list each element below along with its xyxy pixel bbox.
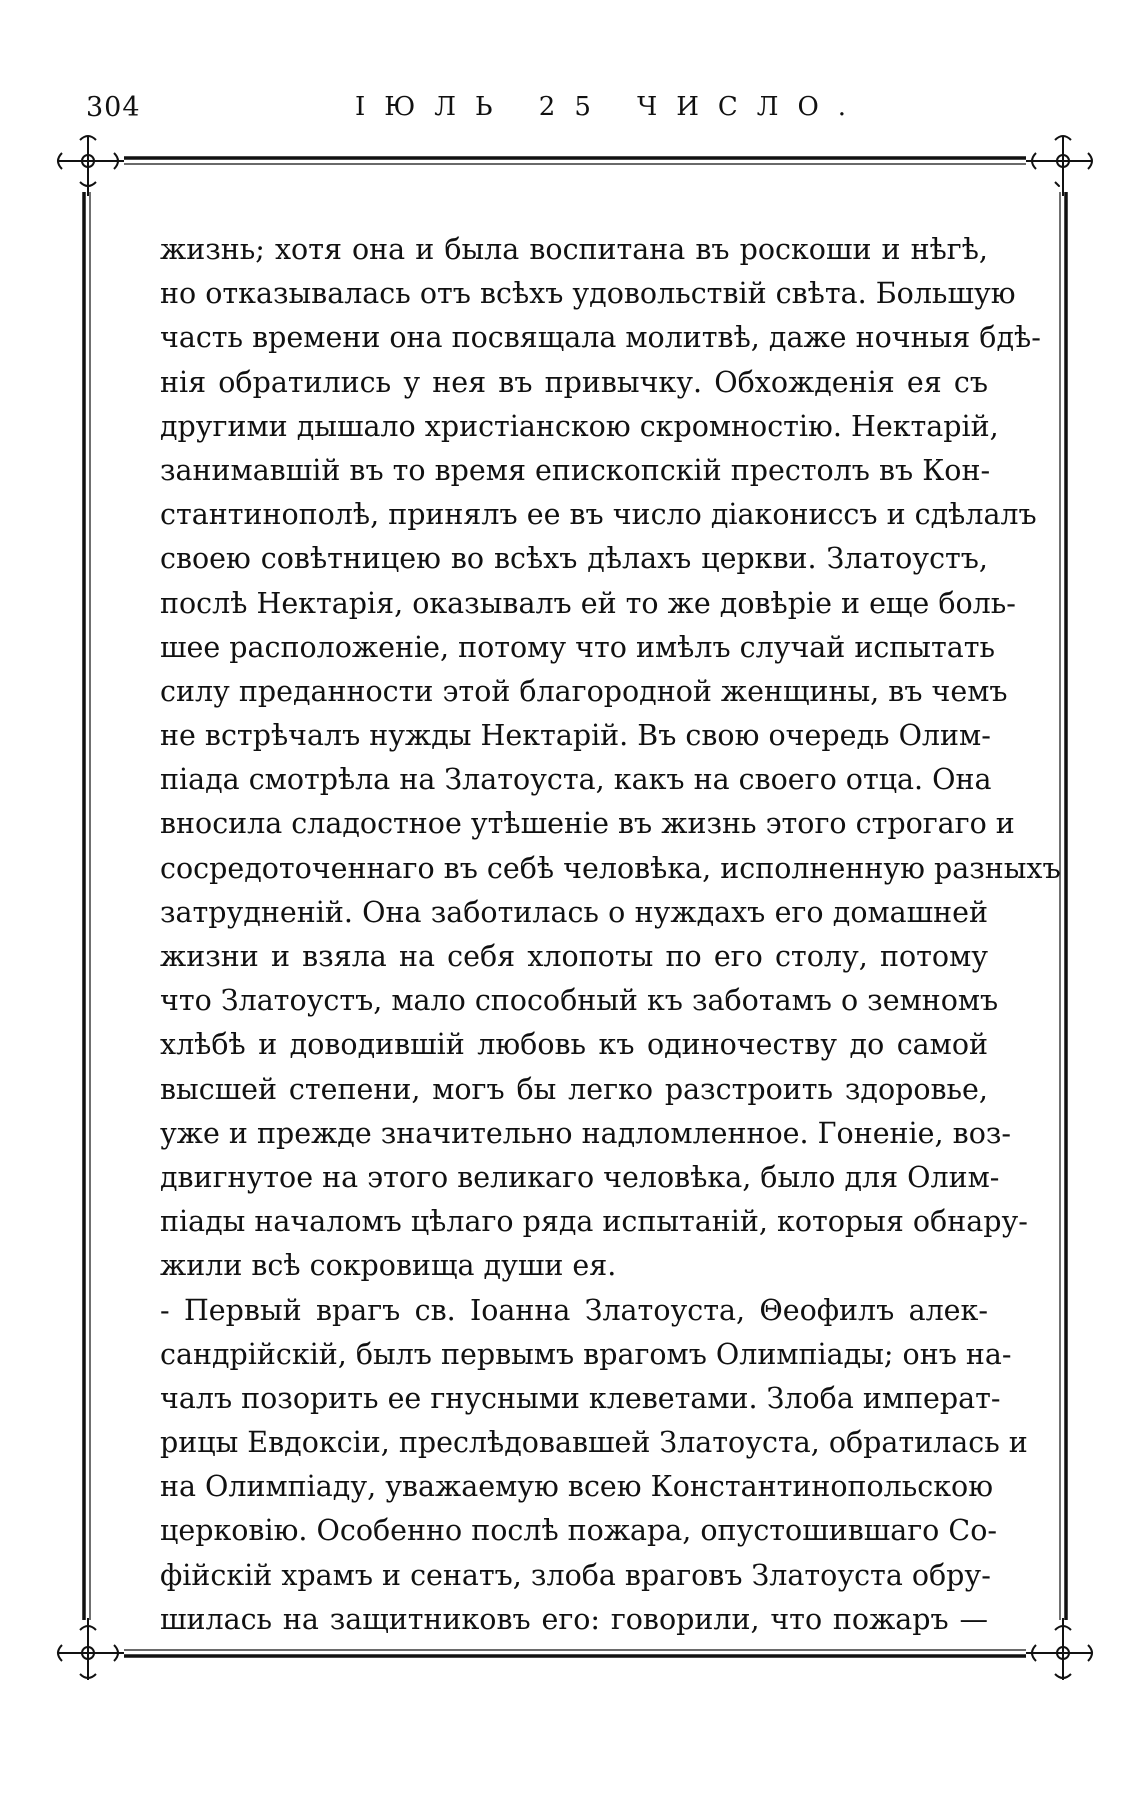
text-line: нія обратились у нея въ привычку. Обхожденія ея съ xyxy=(160,365,988,399)
corner-ornament-bottom-right xyxy=(1026,1618,1092,1680)
text-line: затрудненій. Она заботилась о нуждахъ его домашней xyxy=(160,895,988,929)
text-line: на Олимпіаду, уважаемую всею Константинопольскою xyxy=(160,1470,994,1504)
corner-ornament-bottom-left xyxy=(58,1618,124,1680)
text-line: фійскій храмъ и сенатъ, злоба враговъ Златоуста обру- xyxy=(160,1558,991,1592)
text-line: двигнутое на этого великаго человѣка, было для Олим- xyxy=(160,1160,1000,1194)
text-line: силу преданности этой благородной женщины, въ чемъ xyxy=(160,674,1008,708)
corner-ornament-top-left xyxy=(58,136,124,196)
text-line: чалъ позорить ее гнусными клеветами. Злоба императ- xyxy=(160,1381,1001,1415)
corner-ornament-top-right xyxy=(1026,136,1092,196)
text-line: рицы Евдоксіи, преслѣдовавшей Златоуста, обратилась и xyxy=(160,1426,1028,1460)
text-line: уже и прежде значительно надломленное. Гоненіе, воз- xyxy=(160,1116,1012,1150)
text-line: піада смотрѣла на Златоуста, какъ на своего отца. Она xyxy=(160,763,992,797)
text-line: сосредоточеннаго въ себѣ человѣка, исполненную разныхъ xyxy=(160,851,1061,885)
text-line: жили всѣ сокровища души ея. xyxy=(160,1249,617,1283)
text-line: жизни и взяла на себя хлопоты по его столу, потому xyxy=(160,940,988,973)
body-text xyxy=(160,228,1061,1642)
text-line: своею совѣтницею во всѣхъ дѣлахъ церкви. Златоустъ, xyxy=(160,542,988,576)
text-line: жизнь; хотя она и была воспитана въ роскоши и нѣгѣ, xyxy=(160,233,988,266)
text-line: шее расположеніе, потому что имѣлъ случай испытать xyxy=(160,630,996,664)
text-line: піады началомъ цѣлаго ряда испытаній, которыя обнару- xyxy=(160,1205,1028,1239)
text-line: но отказывалась отъ всѣхъ удовольствій свѣта. Большую xyxy=(160,277,1016,311)
text-line: сандрійскій, былъ первымъ врагомъ Олимпіады; онъ на- xyxy=(160,1337,1012,1371)
text-line: занимавшій въ то время епископскій престолъ въ Кон- xyxy=(160,453,991,487)
text-line: хлѣбѣ и доводившій любовь къ одиночеству до самой xyxy=(160,1028,988,1062)
text-line: не встрѣчалъ нужды Нектарій. Въ свою очередь Олим- xyxy=(160,719,991,753)
text-line: шилась на защитниковъ его: говорили, что пожаръ — xyxy=(160,1602,988,1636)
text-line: часть времени она посвящала молитвѣ, даже ночныя бдѣ- xyxy=(160,321,1041,355)
text-line: стантинополѣ, принялъ ее въ число діакониссъ и сдѣлалъ xyxy=(160,498,1037,532)
text-line: послѣ Нектарія, оказывалъ ей то же довѣріе и еще боль- xyxy=(160,586,1016,620)
running-head: ІЮЛЬ 25 ЧИСЛО. xyxy=(355,92,866,122)
page-header xyxy=(0,92,1140,132)
text-line: церковію. Особенно послѣ пожара, опустошившаго Со- xyxy=(160,1514,997,1548)
text-line: вносила сладостное утѣшеніе въ жизнь этого строгаго и xyxy=(160,807,1015,841)
text-line: - Первый врагъ св. Іоанна Златоуста, Θеофилъ алек- xyxy=(160,1293,988,1327)
page-number: 304 xyxy=(86,92,141,123)
text-line: высшей степени, могъ бы легко разстроить здоровье, xyxy=(160,1072,988,1106)
text-line: что Златоустъ, мало способный къ заботамъ о земномъ xyxy=(160,984,999,1018)
text-line: другими дышало христіанскою скромностію. Нектарій, xyxy=(160,409,999,443)
